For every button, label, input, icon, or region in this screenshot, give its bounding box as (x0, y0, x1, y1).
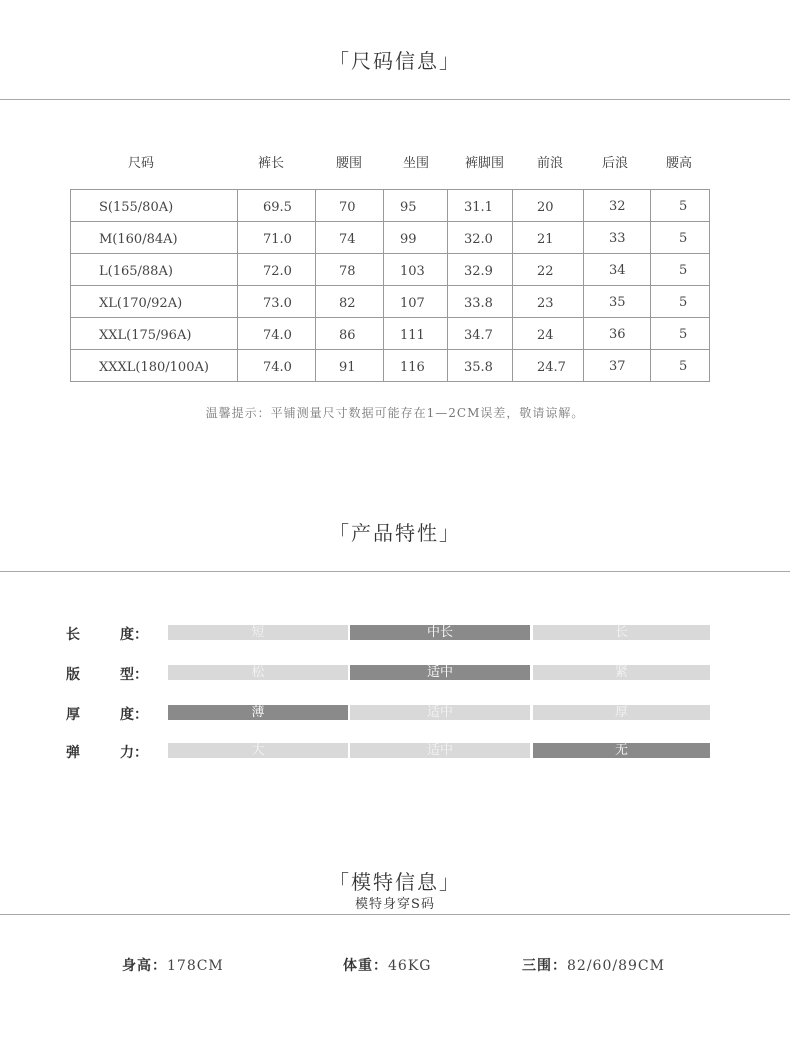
model-section-title: 「模特信息」 (329, 870, 461, 894)
model-subtitle: 模特身穿S码 (355, 897, 435, 912)
length-cell: 72.0 (263, 264, 292, 279)
header-waist-height: 腰高 (666, 156, 693, 171)
model-weight-label: 体重： (343, 958, 388, 974)
feature-row (0, 742, 790, 760)
feature-option-bar: 无 (533, 743, 710, 758)
size-section-title: 「尺码信息」 (329, 49, 461, 73)
feature-section-divider (0, 571, 790, 572)
waist-cell: 82 (339, 296, 356, 311)
model-measurements (522, 955, 665, 975)
waist-height-cell: 5 (679, 199, 688, 214)
header-back-rise: 后浪 (602, 156, 629, 171)
feature-option-bar: 大 (168, 743, 348, 758)
back-rise-cell: 36 (609, 327, 626, 342)
size-cell: S(155/80A) (99, 200, 174, 215)
front-rise-cell: 23 (537, 296, 554, 311)
waist-cell: 78 (339, 264, 356, 279)
back-rise-cell: 33 (609, 231, 626, 246)
waist-cell: 74 (339, 232, 356, 247)
size-cell: L(165/88A) (99, 264, 173, 279)
feature-label-first: 弹 (66, 745, 80, 761)
header-size: 尺码 (128, 156, 155, 171)
waist-height-cell: 5 (679, 231, 688, 246)
table-row (71, 190, 710, 222)
leg-opening-cell: 35.8 (464, 360, 493, 375)
waist-height-cell: 5 (679, 359, 688, 374)
model-section-divider (0, 914, 790, 915)
table-row (71, 222, 710, 254)
header-waist: 腰围 (336, 156, 363, 171)
leg-opening-cell: 33.8 (464, 296, 493, 311)
hip-cell: 95 (400, 200, 417, 215)
size-table-header (70, 152, 710, 172)
table-row (71, 286, 710, 318)
waist-cell: 86 (339, 328, 356, 343)
size-cell: XL(170/92A) (99, 296, 183, 311)
hip-cell: 99 (400, 232, 417, 247)
hip-cell: 107 (400, 296, 425, 311)
back-rise-cell: 35 (609, 295, 626, 310)
header-front-rise: 前浪 (537, 156, 564, 171)
leg-opening-cell: 31.1 (464, 200, 493, 215)
leg-opening-cell: 32.9 (464, 264, 493, 279)
feature-option-bar: 厚 (533, 705, 710, 720)
feature-label-second: 力： (120, 745, 148, 761)
feature-option-bar: 紧 (533, 665, 710, 680)
size-section-divider (0, 99, 790, 100)
feature-label-second: 度： (120, 627, 148, 643)
length-cell: 69.5 (263, 200, 292, 215)
model-weight-value: 46KG (388, 958, 432, 974)
model-measurements-label: 三围： (522, 958, 567, 974)
feature-option-bar: 薄 (168, 705, 348, 720)
feature-option-bar: 适中 (350, 665, 530, 680)
model-height-value: 178CM (167, 958, 224, 974)
feature-label-first: 厚 (66, 707, 80, 723)
size-cell: M(160/84A) (99, 232, 178, 247)
header-leg-opening: 裤脚围 (465, 156, 505, 171)
header-length: 裤长 (258, 156, 285, 171)
length-cell: 74.0 (263, 328, 292, 343)
size-cell: XXXL(180/100A) (99, 360, 209, 375)
model-measurements-value: 82/60/89CM (567, 958, 665, 974)
waist-height-cell: 5 (679, 327, 688, 342)
table-row (71, 254, 710, 286)
waist-cell: 70 (339, 200, 356, 215)
feature-option-bar: 短 (168, 625, 348, 640)
model-weight (343, 955, 431, 975)
model-height (122, 955, 224, 975)
size-cell: XXL(175/96A) (99, 328, 192, 343)
front-rise-cell: 22 (537, 264, 554, 279)
measurement-note: 温馨提示：平铺测量尺寸数据可能存在1—2CM误差，敬请谅解。 (205, 406, 585, 420)
front-rise-cell: 21 (537, 232, 554, 247)
feature-row (0, 664, 790, 682)
leg-opening-cell: 32.0 (464, 232, 493, 247)
table-row (71, 350, 710, 382)
waist-height-cell: 5 (679, 263, 688, 278)
front-rise-cell: 24.7 (537, 360, 566, 375)
feature-option-bar: 适中 (350, 705, 530, 720)
feature-option-bar: 适中 (350, 743, 530, 758)
waist-height-cell: 5 (679, 295, 688, 310)
hip-cell: 116 (400, 360, 425, 375)
length-cell: 73.0 (263, 296, 292, 311)
feature-label-first: 版 (66, 667, 80, 683)
back-rise-cell: 32 (609, 199, 626, 214)
back-rise-cell: 34 (609, 263, 626, 278)
front-rise-cell: 20 (537, 200, 554, 215)
length-cell: 71.0 (263, 232, 292, 247)
hip-cell: 111 (400, 328, 425, 343)
feature-row (0, 624, 790, 642)
back-rise-cell: 37 (609, 359, 626, 374)
feature-label-first: 长 (66, 627, 80, 643)
table-row (71, 318, 710, 350)
front-rise-cell: 24 (537, 328, 554, 343)
waist-cell: 91 (339, 360, 356, 375)
feature-option-bar: 长 (533, 625, 710, 640)
feature-label-second: 型： (120, 667, 148, 683)
feature-row (0, 704, 790, 722)
hip-cell: 103 (400, 264, 425, 279)
feature-section-title: 「产品特性」 (329, 521, 461, 545)
length-cell: 74.0 (263, 360, 292, 375)
feature-label-second: 度： (120, 707, 148, 723)
leg-opening-cell: 34.7 (464, 328, 493, 343)
model-height-label: 身高： (122, 958, 167, 974)
feature-option-bar: 中长 (350, 625, 530, 640)
header-hip: 坐围 (403, 156, 430, 171)
size-table (70, 189, 710, 382)
feature-option-bar: 松 (168, 665, 348, 680)
